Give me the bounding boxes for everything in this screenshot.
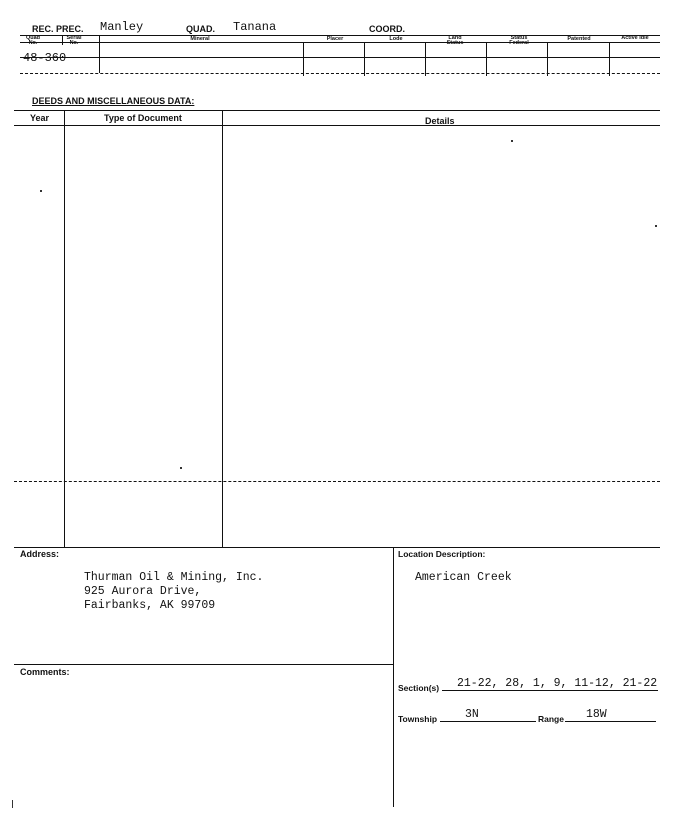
deeds-header-rule	[14, 125, 660, 126]
coord-label: COORD.	[369, 24, 405, 34]
header-row-rule	[20, 57, 660, 58]
col-divider	[303, 42, 304, 76]
comments-label: Comments:	[20, 667, 70, 677]
township-underline	[440, 721, 536, 722]
col-lode: Lode	[389, 36, 403, 42]
col-land-status: Land Status	[446, 35, 464, 46]
header-col-rule	[20, 42, 660, 43]
range-underline	[565, 721, 656, 722]
range-value: 18W	[586, 708, 607, 721]
address-line-2: 925 Aurora Drive,	[84, 585, 202, 598]
scan-speck	[180, 467, 182, 469]
deeds-top-rule	[14, 110, 660, 111]
rec-prec-label: REC. PREC.	[32, 24, 84, 34]
col-type-of-document: Type of Document	[104, 113, 182, 123]
quad-value: Tanana	[233, 20, 277, 34]
col-status-federal: Status Federal	[509, 35, 529, 46]
col-divider	[425, 42, 426, 76]
col-divider	[547, 42, 548, 76]
header-dashed-rule	[20, 73, 660, 74]
deeds-section-title: DEEDS AND MISCELLANEOUS DATA:	[32, 96, 195, 106]
bottom-col-divider	[393, 547, 394, 807]
col-divider	[609, 42, 610, 76]
col-details: Details	[425, 116, 455, 126]
address-line-1: Thurman Oil & Mining, Inc.	[84, 571, 264, 584]
scan-speck	[40, 190, 42, 192]
col-mineral: Mineral	[190, 36, 210, 42]
col-year: Year	[30, 113, 50, 123]
sections-value: 21-22, 28, 1, 9, 11-12, 21-22	[457, 677, 658, 690]
range-label: Range	[538, 714, 564, 724]
township-value: 3N	[465, 708, 479, 721]
col-divider	[62, 35, 63, 45]
sections-label: Section(s)	[398, 683, 440, 693]
quad-no-value: 48-360	[23, 51, 67, 65]
deeds-bottom-rule	[14, 547, 660, 548]
township-label: Township	[398, 714, 438, 724]
col-patented: Patented	[567, 36, 591, 42]
address-line-3: Fairbanks, AK 99709	[84, 599, 216, 612]
col-divider	[99, 35, 100, 73]
col-active-idle: Active Idle	[621, 35, 649, 41]
scan-speck	[511, 140, 513, 142]
col-serial-no: Serial No.	[66, 35, 82, 46]
address-label: Address:	[20, 549, 60, 559]
scan-speck	[12, 800, 13, 808]
location-description-label: Location Description:	[398, 549, 486, 559]
quad-label: QUAD.	[186, 24, 215, 34]
location-description-value: American Creek	[415, 571, 512, 584]
rec-prec-value: Manley	[100, 20, 144, 34]
comments-top-rule	[14, 664, 393, 665]
col-divider	[486, 42, 487, 76]
col-divider	[364, 42, 365, 76]
col-quad-no: Quad No.	[25, 35, 41, 46]
scan-speck	[655, 225, 657, 227]
deeds-dashed-rule	[14, 481, 660, 482]
sections-underline	[442, 690, 658, 691]
col-placer: Placer	[326, 36, 344, 42]
